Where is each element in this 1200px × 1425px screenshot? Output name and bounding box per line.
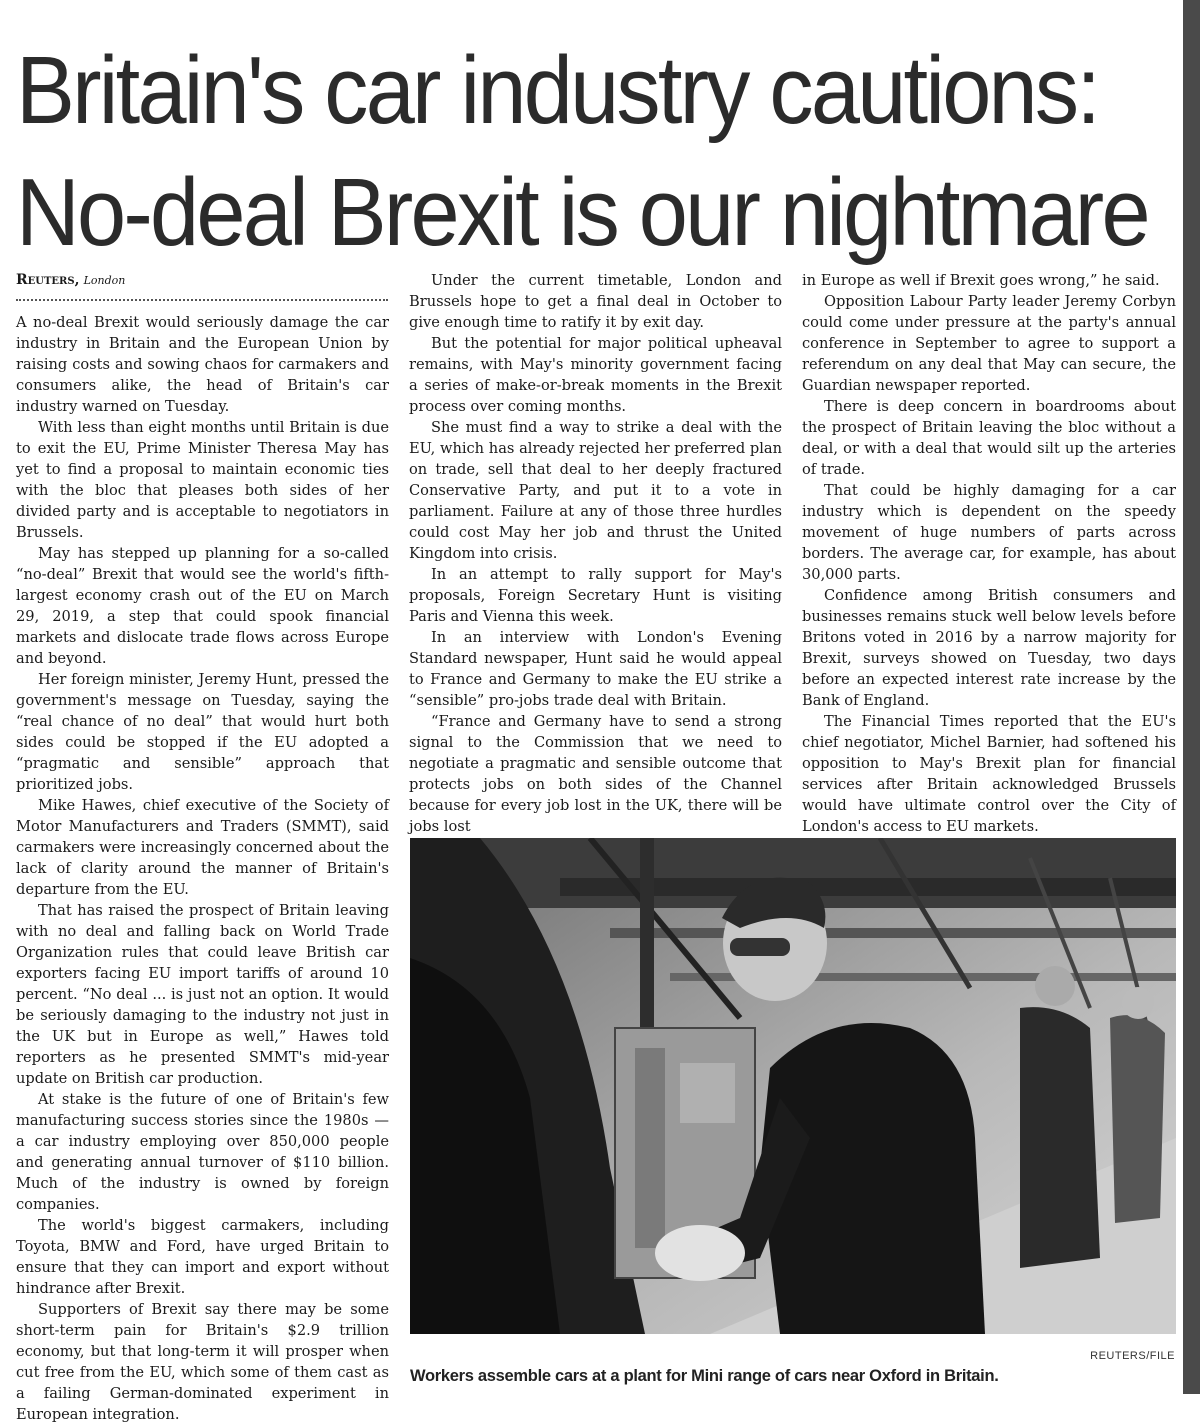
paragraph: Confidence among British consumers and businesses remains stuck well below levels before Britons voted in 2016 by a narrow majority for Brexit, surveys showed on Tuesday, two days before an expected interest rate increase by the Bank of England. xyxy=(802,587,1176,709)
paragraph: She must find a way to strike a deal with the EU, which has already rejected her preferred plan on trade, sell that deal to her deeply fractured Conservative Party, and put it to a vote in parliament. Failure at any of those three hurdles could cost May her job and thrust the United Kingdom into crisis. xyxy=(409,419,782,562)
paragraph: A no-deal Brexit would seriously damage the car industry in Britain and the European Union by raising costs and sowing chaos for carmakers and consumers alike, the head of Britain's car industry warned on Tuesday. xyxy=(16,314,389,415)
photo-credit: REUTERS/FILE xyxy=(1090,1350,1175,1362)
paragraph: Supporters of Brexit say there may be some short-term pain for Britain's $2.9 trillion economy, but that long-term it will prosper when cut free from the EU, which some of them cast as a failing German-dominated experiment in European integration. xyxy=(16,1301,389,1423)
byline-divider xyxy=(16,299,388,301)
paragraph: In an attempt to rally support for May's proposals, Foreign Secretary Hunt is visiting Paris and Vienna this week. xyxy=(409,566,782,625)
headline xyxy=(16,30,1148,274)
paragraph: “France and Germany have to send a strong signal to the Commission that we need to negotiate a pragmatic and sensible outcome that protects jobs on both sides of the Channel because for every job lost in the UK, there will be jobs lost xyxy=(409,713,782,835)
paragraph: in Europe as well if Brexit goes wrong,” he said. xyxy=(802,272,1160,289)
paragraph: Mike Hawes, chief executive of the Society of Motor Manufacturers and Traders (SMMT), said carmakers were increasingly concerned about the lack of clarity around the manner of Britain's departure from the EU. xyxy=(16,797,389,898)
page-edge xyxy=(1183,0,1200,1394)
article-column-1 xyxy=(16,312,389,1425)
paragraph: At stake is the future of one of Britain's few manufacturing success stories since the 1980s — a car industry employing over 850,000 people and generating annual turnover of $110 billion. Much of the industry is owned by foreign companies. xyxy=(16,1091,389,1213)
paragraph: That has raised the prospect of Britain leaving with no deal and falling back on World Trade Organization rules that could leave British car exporters facing EU import tariffs of around 10 percent. “No deal ... is just not an option. It would be seriously damaging to the industry not just in the UK but in Europe as well,” Hawes told reporters as he presented SMMT's mid-year update on British car production. xyxy=(16,902,389,1087)
paragraph: But the potential for major political upheaval remains, with May's minority government facing a series of make-or-break moments in the Brexit process over coming months. xyxy=(409,335,782,415)
paragraph: In an interview with London's Evening Standard newspaper, Hunt said he would appeal to France and Germany to make the EU strike a “sensible” pro-jobs trade deal with Britain. xyxy=(409,629,782,709)
paragraph: There is deep concern in boardrooms about the prospect of Britain leaving the bloc without a deal, or with a deal that would silt up the arteries of trade. xyxy=(802,398,1176,478)
paragraph: With less than eight months until Britain is due to exit the EU, Prime Minister Theresa May has yet to find a proposal to maintain economic ties with the bloc that pleases both sides of her divided party and is acceptable to negotiators in Brussels. xyxy=(16,419,389,541)
byline-city: London xyxy=(83,274,126,287)
byline xyxy=(16,272,125,288)
article-column-3 xyxy=(802,270,1176,837)
paragraph: Her foreign minister, Jeremy Hunt, pressed the government's message on Tuesday, saying the “real chance of no deal” that would hurt both sides could be stopped if the EU adopted a “pragmatic and sensible” approach that prioritized jobs. xyxy=(16,671,389,793)
headline-line-2: No-deal Brexit is our nightmare xyxy=(16,159,1148,266)
photo-caption: Workers assemble cars at a plant for Mini range of cars near Oxford in Britain. xyxy=(410,1367,999,1385)
article-column-2 xyxy=(409,270,782,837)
paragraph: Opposition Labour Party leader Jeremy Corbyn could come under pressure at the party's annual conference in September to agree to support a referendum on any deal that May can secure, the Guardian newspaper reported. xyxy=(802,293,1176,394)
headline-line-1: Britain's car industry cautions: xyxy=(16,37,1099,144)
paragraph: Under the current timetable, London and Brussels hope to get a final deal in October to give enough time to ratify it by exit day. xyxy=(409,272,782,331)
paragraph: That could be highly damaging for a car industry which is dependent on the speedy movement of huge numbers of parts across borders. The average car, for example, has about 30,000 parts. xyxy=(802,482,1176,583)
news-photo xyxy=(410,838,1176,1334)
paragraph: May has stepped up planning for a so-called “no-deal” Brexit that would see the world's fifth-largest economy crash out of the EU on March 29, 2019, a step that could spook financial markets and dislocate trade flows across Europe and beyond. xyxy=(16,545,389,667)
byline-agency: Reuters, xyxy=(16,272,80,288)
paragraph: The world's biggest carmakers, including Toyota, BMW and Ford, have urged Britain to ensure that they can import and export without hindrance after Brexit. xyxy=(16,1217,389,1297)
paragraph: The Financial Times reported that the EU's chief negotiator, Michel Barnier, had softened his opposition to May's Brexit plan for financial services after Britain acknowledged Brussels would have ultimate control over the City of London's access to EU markets. xyxy=(802,713,1176,835)
